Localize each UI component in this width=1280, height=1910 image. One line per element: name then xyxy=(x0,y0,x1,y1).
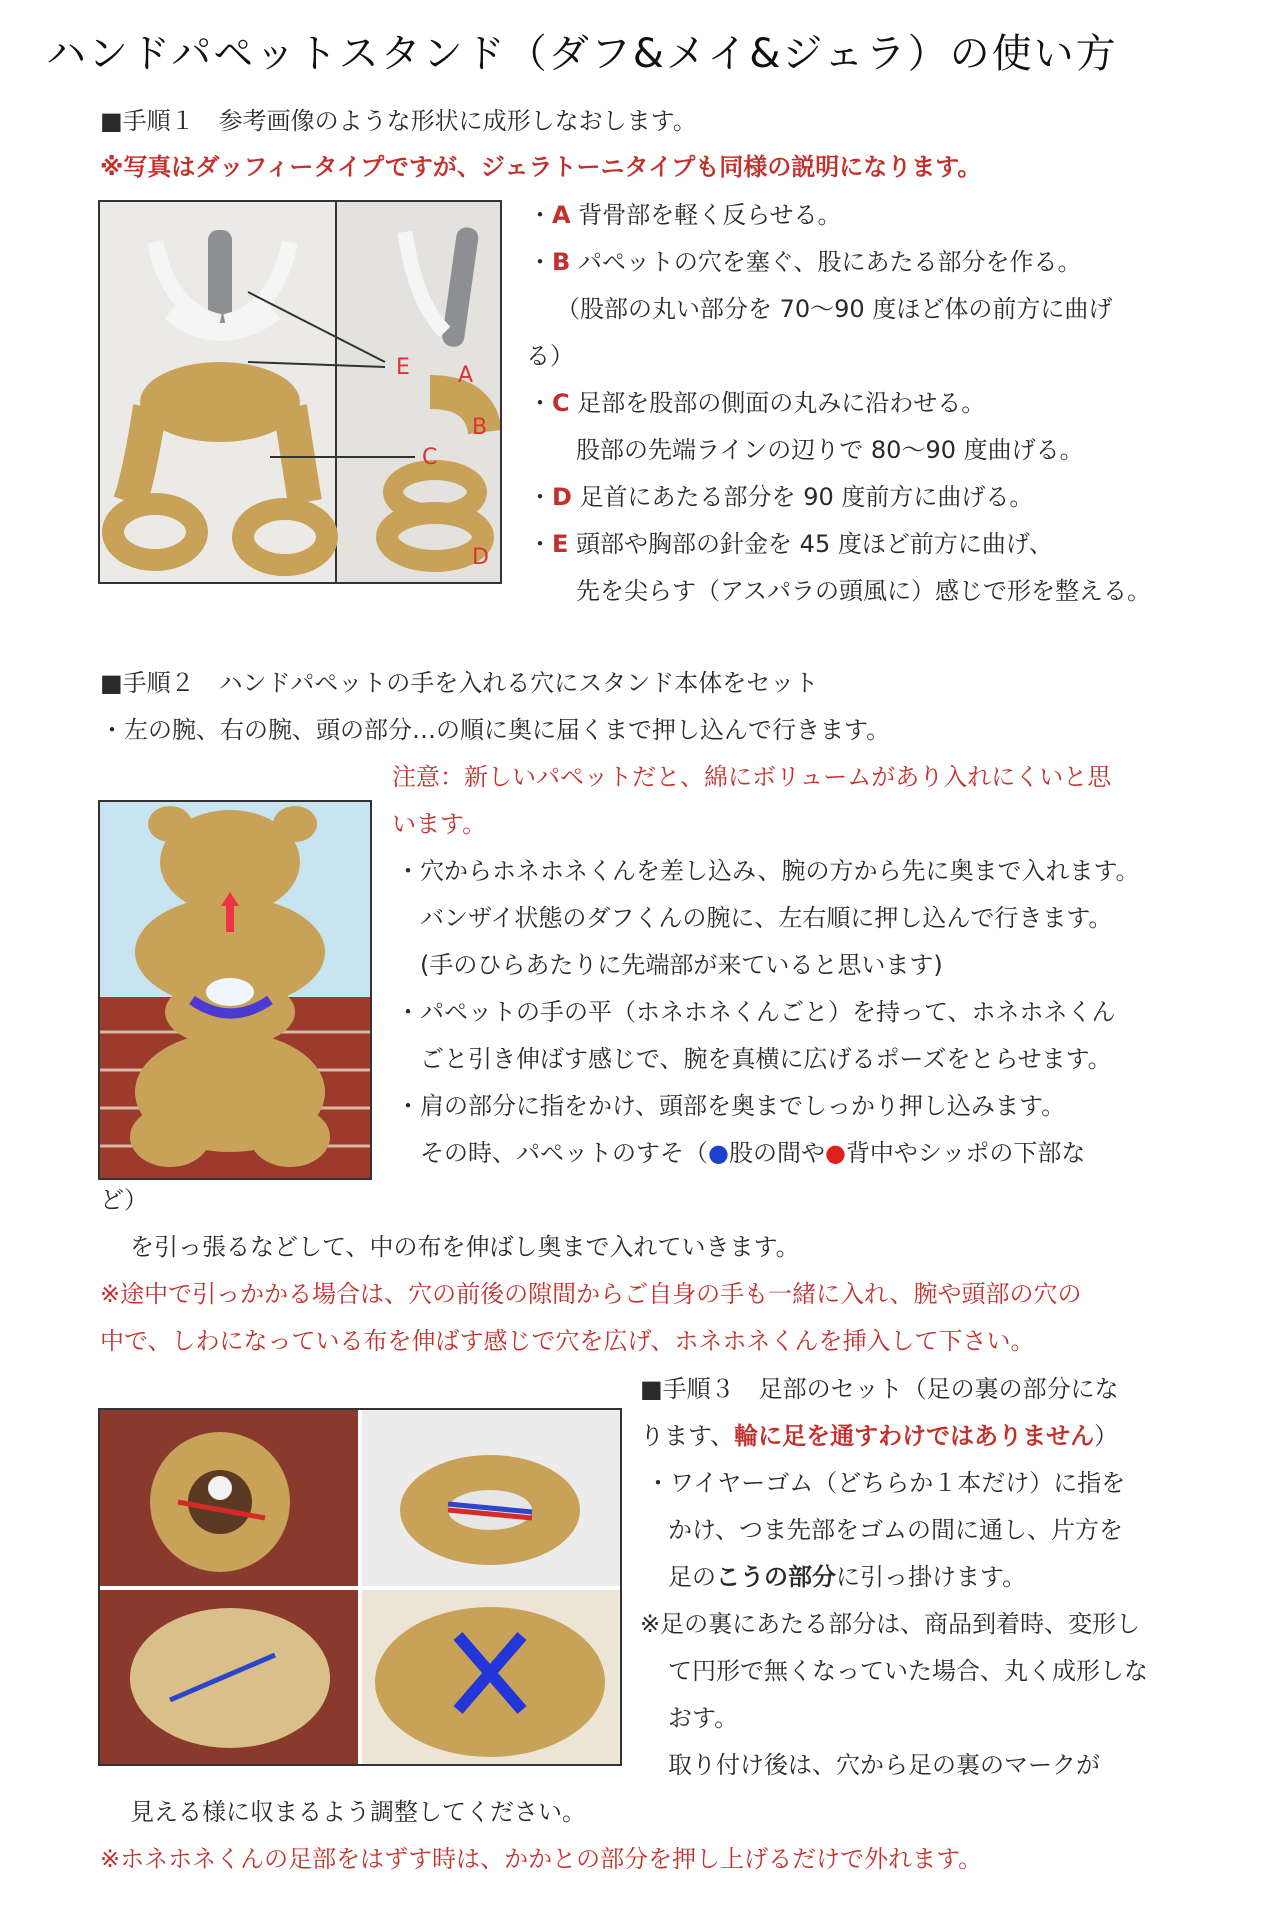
step3-line-8: 見える様に収まるよう調整してください。 xyxy=(130,1798,586,1826)
step2-note-1: ※途中で引っかかる場合は、穴の前後の隙間からご自身の手も一緒に入れ、腕や頭部の穴の xyxy=(100,1280,1082,1308)
step2-line-7: その時、パペットのすそ（●股の間や●背中やシッポの下部な xyxy=(420,1139,1086,1167)
step2-caution-2: います。 xyxy=(392,810,487,838)
step3-line-3: 足のこうの部分に引っ掛けます。 xyxy=(668,1563,1027,1591)
photo-label-a: A xyxy=(458,363,474,388)
step2-line-3: (手のひらあたりに先端部が来ていると思います) xyxy=(420,951,943,979)
step3-line-2: かけ、つま先部をゴムの間に通し、片方を xyxy=(668,1516,1124,1544)
step3-line-7: 取り付け後は、穴から足の裏のマークが xyxy=(668,1751,1100,1779)
step1-item-b-detail-cont: る） xyxy=(526,342,574,370)
photo-label-d: D xyxy=(472,545,489,570)
step2-line-6: ・肩の部分に指をかけ、頭部を奥までしっかり押し込みます。 xyxy=(396,1092,1066,1120)
step1-item-c: ・C 足部を股部の側面の丸みに沿わせる。 xyxy=(528,389,986,417)
step1-item-d: ・D 足首にあたる部分を 90 度前方に曲げる。 xyxy=(528,483,1034,511)
step1-item-b: ・B パペットの穴を塞ぐ、股にあたる部分を作る。 xyxy=(528,248,1082,276)
step3-photo-grid xyxy=(98,1408,622,1766)
step2-line-5: ごと引き伸ばす感じで、腕を真横に広げるポーズをとらせます。 xyxy=(420,1045,1112,1073)
photo-label-b: B xyxy=(472,415,488,440)
step2-line-2: バンザイ状態のダフくんの腕に、左右順に押し込んで行きます。 xyxy=(420,904,1113,932)
step2-line-4: ・パペットの手の平（ホネホネくんごと）を持って、ホネホネくん xyxy=(396,998,1116,1026)
step2-line-1: ・穴からホネホネくんを差し込み、腕の方から先に奥まで入れます。 xyxy=(396,857,1140,885)
photo-label-e: E xyxy=(396,355,410,380)
step3-line-5: て円形で無くなっていた場合、丸く成形しな xyxy=(668,1657,1148,1685)
blue-dot-icon: ● xyxy=(708,1139,729,1167)
step1-photo xyxy=(98,200,502,584)
step2-photo xyxy=(98,800,372,1180)
step1-note: ※写真はダッフィータイプですが、ジェラトーニタイプも同様の説明になります。 xyxy=(100,153,982,181)
photo-label-c: C xyxy=(422,445,438,470)
step2-line-8: ど） xyxy=(100,1186,148,1214)
step3-line-6: おす。 xyxy=(668,1704,739,1732)
step1-item-a: ・A 背骨部を軽く反らせる。 xyxy=(528,201,842,229)
step2-intro: ・左の腕、右の腕、頭の部分…の順に奥に届くまで押し込んで行きます。 xyxy=(100,716,891,744)
step1-item-c-detail: 股部の先端ラインの辺りで 80～90 度曲げる。 xyxy=(576,436,1084,464)
step2-note-2: 中で、しわになっている布を伸ばす感じで穴を広げ、ホネホネくんを挿入して下さい。 xyxy=(100,1327,1035,1355)
step3-heading-1: ■手順３ 足部のセット（足の裏の部分にな xyxy=(640,1375,1119,1403)
step1-item-b-detail: （股部の丸い部分を 70～90 度ほど体の前方に曲げ xyxy=(556,295,1113,323)
page-title: ハンドパペットスタンド（ダフ&メイ&ジェラ）の使い方 xyxy=(46,31,1118,77)
step1-item-e: ・E 頭部や胸部の針金を 45 度ほど前方に曲げ、 xyxy=(528,530,1053,558)
step3-line-4: ※足の裏にあたる部分は、商品到着時、変形し xyxy=(640,1610,1141,1638)
step2-pull: を引っ張るなどして、中の布を伸ばし奥まで入れていきます。 xyxy=(130,1233,800,1261)
step3-note: ※ホネホネくんの足部をはずす時は、かかとの部分を押し上げるだけで外れます。 xyxy=(100,1845,983,1873)
step3-line-1: ・ワイヤーゴム（どちらか１本だけ）に指を xyxy=(646,1469,1126,1497)
step3-heading-2: ります、輪に足を通すわけではありません） xyxy=(640,1422,1119,1450)
step2-heading: ■手順２ ハンドパペットの手を入れる穴にスタンド本体をセット xyxy=(100,669,819,697)
red-dot-icon: ● xyxy=(824,1139,846,1167)
step1-heading: ■手順１ 参考画像のような形状に成形しなおします。 xyxy=(100,107,697,135)
step2-caution-1: 注意：新しいパペットだと、綿にボリュームがあり入れにくいと思 xyxy=(392,763,1112,791)
step1-item-e-detail: 先を尖らす（アスパラの頭風に）感じで形を整える。 xyxy=(576,577,1152,605)
